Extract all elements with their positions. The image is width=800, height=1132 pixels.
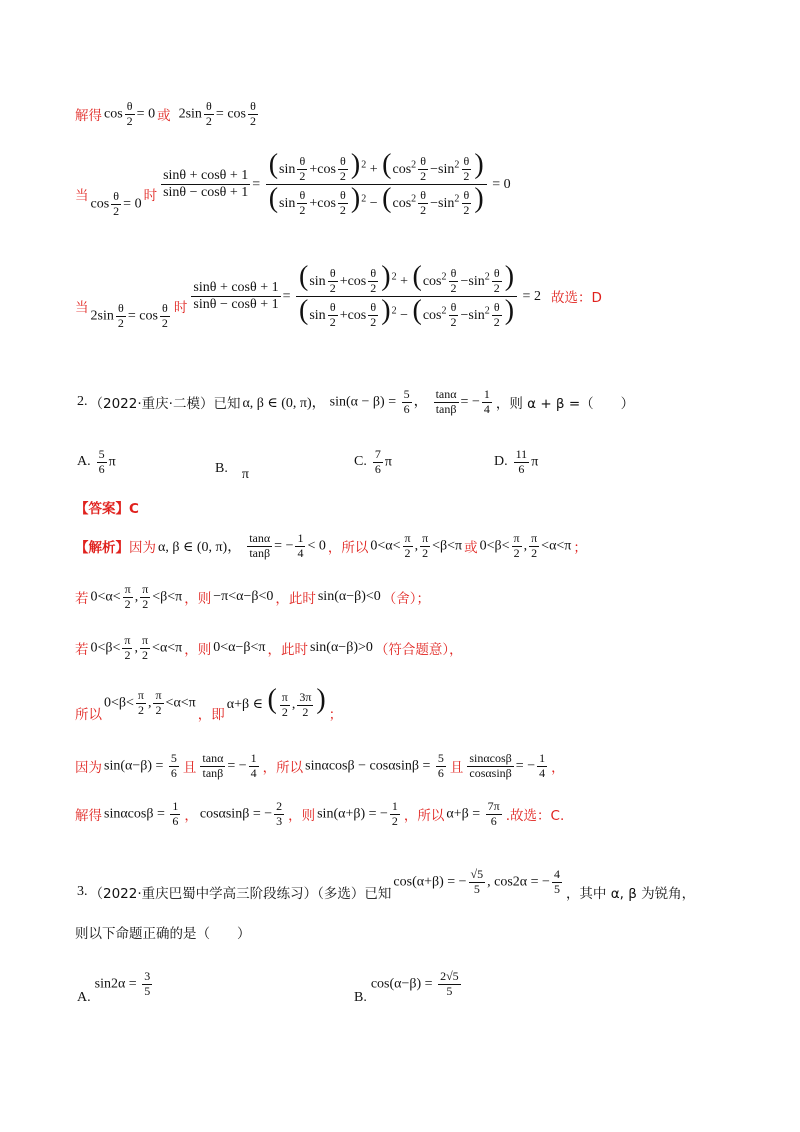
q3-number: 3.: [77, 884, 88, 899]
solution-line-2: [75, 150, 760, 219]
option-label: A.: [77, 454, 91, 470]
eq-2sin-cos: 2sin $\frac{\theta}{2}$ = cos $\frac{\theta}{2}$: [178, 99, 256, 128]
q2-option-b: [213, 455, 251, 483]
q3-line2: 则以下命题正确的是（ ）: [75, 926, 251, 942]
text-shi-2: 时: [173, 300, 188, 317]
q2-number: 2.: [77, 394, 88, 410]
option-label: C.: [354, 454, 367, 470]
answer-tag: 【答案】C: [75, 501, 139, 517]
question-3-stem: [75, 862, 760, 902]
text-jiede: 解得: [75, 108, 102, 125]
q3-source: （2022·重庆巴蜀中学高三阶段练习）（多选）已知: [89, 886, 392, 902]
option-label: A.: [77, 990, 91, 1005]
q2-answer: [75, 497, 760, 517]
big-expression-1: $\frac{\sin\theta + \cos\theta + 1}{\sin\theta - \cos\theta + 1}$ = (sin $\frac{\theta}{2}$ +cos $\frac{\theta}{2}$ )$^2 + (\cos^2$ $\frac{\theta}{2}$ $-\sin^2$ $\frac{\theta}{2}$ ) (sin $\frac{\theta}{2}$ +cos $\frac{\theta}{2}$ )$^2 - (\cos^2$ $\frac{\theta}{2}$ $-\sin^2$ $\frac{\theta}{2}$ ) = 0: [163, 148, 511, 218]
analysis-line-5: 因为 sin(α−β) = $\frac{5}{6}$ 且 $\frac{\tan\alpha}{\tan\beta}$ = − $\frac{1}{4}$ ，所以 sinαcosβ − cosαsinβ = $\frac{5}{6}$ 且 $\frac{\sin\alpha\cos\beta}{\cos\alpha\sin\beta}$ = − $\frac{1}{4}$ ，: [75, 751, 565, 780]
q3-tail: ，其中 α, β 为锐角，: [565, 886, 696, 902]
q2-given: α, β ∈ (0, π)，: [242, 396, 326, 412]
option-value: π: [241, 467, 249, 482]
q2-cond1: sin(α − β) = $\frac{5}{6}$ ，: [329, 387, 428, 416]
q2-option-c: C. $\frac{7}{6}$ π: [354, 447, 392, 476]
analysis-line-4: 所以 0<β< $\frac{\pi}{2}$ , $\frac{\pi}{2}$ <α<π ，即 α+β ∈ ( $\frac{\pi}{2}$ , $\frac{3\pi}{2}$ ) ；: [75, 684, 343, 723]
q3-option-a: A. sin2α = $\frac{3}{5}$: [77, 968, 151, 1005]
q2-ask: ，则 α + β =（ ）: [495, 396, 635, 413]
cond-cos-zero: cos $\frac{\theta}{2}$ = 0: [90, 189, 142, 218]
question-3-line-2: [75, 922, 760, 942]
text-shi-1: 时: [143, 188, 158, 205]
option-label: B.: [215, 461, 228, 476]
text-dang-2: 当: [75, 300, 89, 317]
q2-option-d: D. $\frac{11}{6}$ π: [494, 447, 539, 476]
big-expression-2: $\frac{\sin\theta + \cos\theta + 1}{\sin\theta - \cos\theta + 1}$ = (sin $\frac{\theta}{2}$ +cos $\frac{\theta}{2}$ )$^2 + (\cos^2$ $\frac{\theta}{2}$ $-\sin^2$ $\frac{\theta}{2}$ ) (sin $\frac{\theta}{2}$ +cos $\frac{\theta}{2}$ )$^2 - (\cos^2$ $\frac{\theta}{2}$ $-\sin^2$ $\frac{\theta}{2}$ ) = 2: [193, 260, 541, 330]
text-or: 或: [157, 108, 171, 125]
analysis-line-1: 【解析】 因为 α, β ∈ (0, π)， $\frac{\tan\alpha}{\tan\beta}$ = − $\frac{1}{4}$ < 0 ，所以 0<α< $\frac{\pi}{2}$ , $\frac{\pi}{2}$ <β<π 或 0<β< $\frac{\pi}{2}$ , $\frac{\pi}{2}$ <α<π ；: [75, 531, 587, 560]
q3-option-b: B. cos(α−β) = $\frac{2√5}{5}$: [354, 968, 459, 1005]
result-two: = 2: [522, 288, 541, 304]
q2-cond2: $\frac{\tan\alpha}{\tan\beta}$ = − $\frac{1}{4}$: [435, 387, 490, 416]
q3-cond: cos(α+β) = − $\frac{√5}{5}$ , cos2α = − $\frac{4}{5}$: [393, 866, 560, 896]
analysis-line-2: 若 0<α< $\frac{\pi}{2}$ , $\frac{\pi}{2}$ <β<π ，则 −π<α−β<0 ，此时 sin(α−β)<0 （舍）；: [75, 582, 431, 611]
result-zero: = 0: [492, 176, 511, 192]
answer-d: 故选：D: [550, 290, 602, 307]
eq-cos-half-zero: cos $\frac{\theta}{2}$ = 0: [104, 99, 156, 128]
q2-source: （2022·重庆·二模）已知: [89, 396, 241, 413]
question-2-stem: [75, 388, 760, 417]
solution-line-1: [75, 100, 760, 129]
option-label: D.: [494, 454, 508, 470]
text-dang-1: 当: [75, 188, 89, 205]
analysis-tag: 【解析】: [75, 540, 129, 557]
analysis-line-6: 解得 sinαcosβ = $\frac{1}{6}$ ， cosαsinβ = − $\frac{2}{3}$ ，则 sin(α+β) = − $\frac{1}{2}$ ，所以 α+β = $\frac{7\pi}{6}$ .故选：C.: [75, 799, 565, 828]
option-label: B.: [354, 990, 367, 1005]
analysis-line-3: 若 0<β< $\frac{\pi}{2}$ , $\frac{\pi}{2}$ <α<π ，则 0<α−β<π ，此时 sin(α−β)>0 （符合题意），: [75, 633, 463, 662]
solution-line-3: [75, 262, 760, 331]
cond-2sin-cos: 2sin $\frac{\theta}{2}$ = cos $\frac{\theta}{2}$: [90, 301, 168, 330]
q2-option-a: A. $\frac{5}{6}$ π: [77, 447, 116, 476]
